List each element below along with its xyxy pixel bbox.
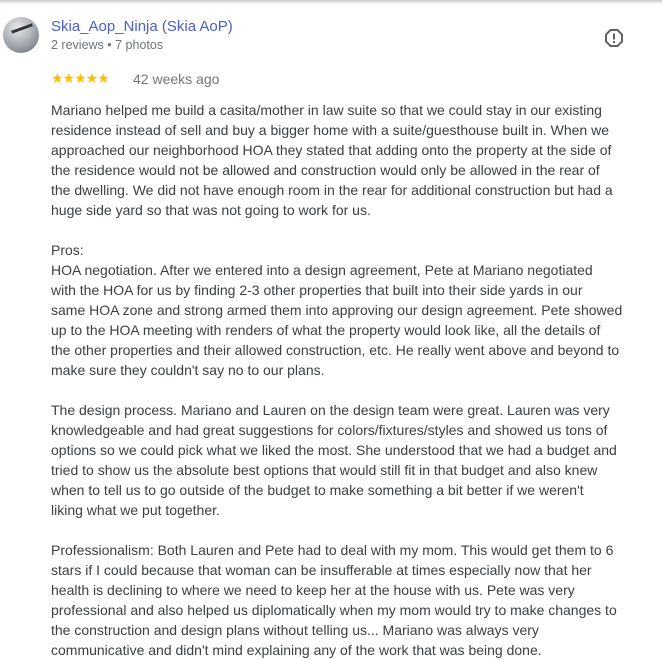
review-line: professional and also helped us diplomatically when my mom would try to make changes to xyxy=(51,602,617,618)
review-line: make sure they couldn't say no to our plans. xyxy=(51,362,325,378)
review-line: when to tell us to go outside of the budget to make something a bit better if we weren't xyxy=(51,482,584,498)
review-line: tried to show us the absolute best options that would still fit in that budget and also knew xyxy=(51,462,598,478)
avatar[interactable] xyxy=(3,17,39,53)
review-line: HOA negotiation. After we entered into a design agreement, Pete at Mariano negotiated xyxy=(51,262,593,278)
review-line: residence instead of sell and buy a bigger home with a suite/guesthouse built in. When we xyxy=(51,122,610,138)
review-line: liking what we put together. xyxy=(51,502,220,518)
review-line: knowledgeable and had great suggestions for colors/fixtures/styles and showed us tons of xyxy=(51,422,608,438)
review-line: Pros: xyxy=(51,242,84,258)
review-line: options so we could pick what we liked the most. She understood that we had a budget and xyxy=(51,442,617,458)
top-shadow xyxy=(0,0,662,4)
report-icon[interactable] xyxy=(604,28,624,48)
review-text xyxy=(51,100,651,660)
review-line: the dwelling. We did not have enough room in the rear for additional construction but had a xyxy=(51,182,613,198)
reviewer-name[interactable]: Skia_Aop_Ninja (Skia AoP) xyxy=(51,18,233,35)
review-line: Professionalism: Both Lauren and Pete had to deal with my mom. This would get them to 6 xyxy=(51,542,614,558)
review-line: the other properties and their allowed construction, etc. He really went above and beyond to xyxy=(51,342,620,358)
review-line: up to the HOA meeting with renders of what the property would look like, all the details of xyxy=(51,322,601,338)
star-rating: ★★★★★ xyxy=(51,70,109,86)
review-time: 42 weeks ago xyxy=(133,71,220,87)
review-line: communicative and didn't mind explaining any of the work that was being done. xyxy=(51,642,542,658)
review-line xyxy=(51,380,651,400)
review-line: the construction and design plans without telling us... Mariano was always very xyxy=(51,622,539,638)
review-line: The design process. Mariano and Lauren on the design team were great. Lauren was very xyxy=(51,402,610,418)
review-line: with the HOA for us by finding 2-3 other properties that built into their side yards in our xyxy=(51,282,583,298)
review-line xyxy=(51,520,651,540)
review-line: health is declining to where we need to keep her at the house with us. Pete was very xyxy=(51,582,575,598)
review-line: the residence would not be allowed and construction would only be allowed in the rear of xyxy=(51,162,600,178)
review-line: same HOA zone and strong armed them into approving our design agreement. Pete showed xyxy=(51,302,623,318)
review-line: approached our neighborhood HOA they stated that adding onto the property at the side of xyxy=(51,142,612,158)
review-line: Mariano helped me build a casita/mother in law suite so that we could stay in our existing xyxy=(51,102,602,118)
review-line xyxy=(51,220,651,240)
reviewer-meta: 2 reviews • 7 photos xyxy=(51,38,164,52)
review-line: huge side yard so that was not going to work for us. xyxy=(51,202,371,218)
review-line: stars if I could because that woman can be insufferable at times especially now that her xyxy=(51,562,592,578)
